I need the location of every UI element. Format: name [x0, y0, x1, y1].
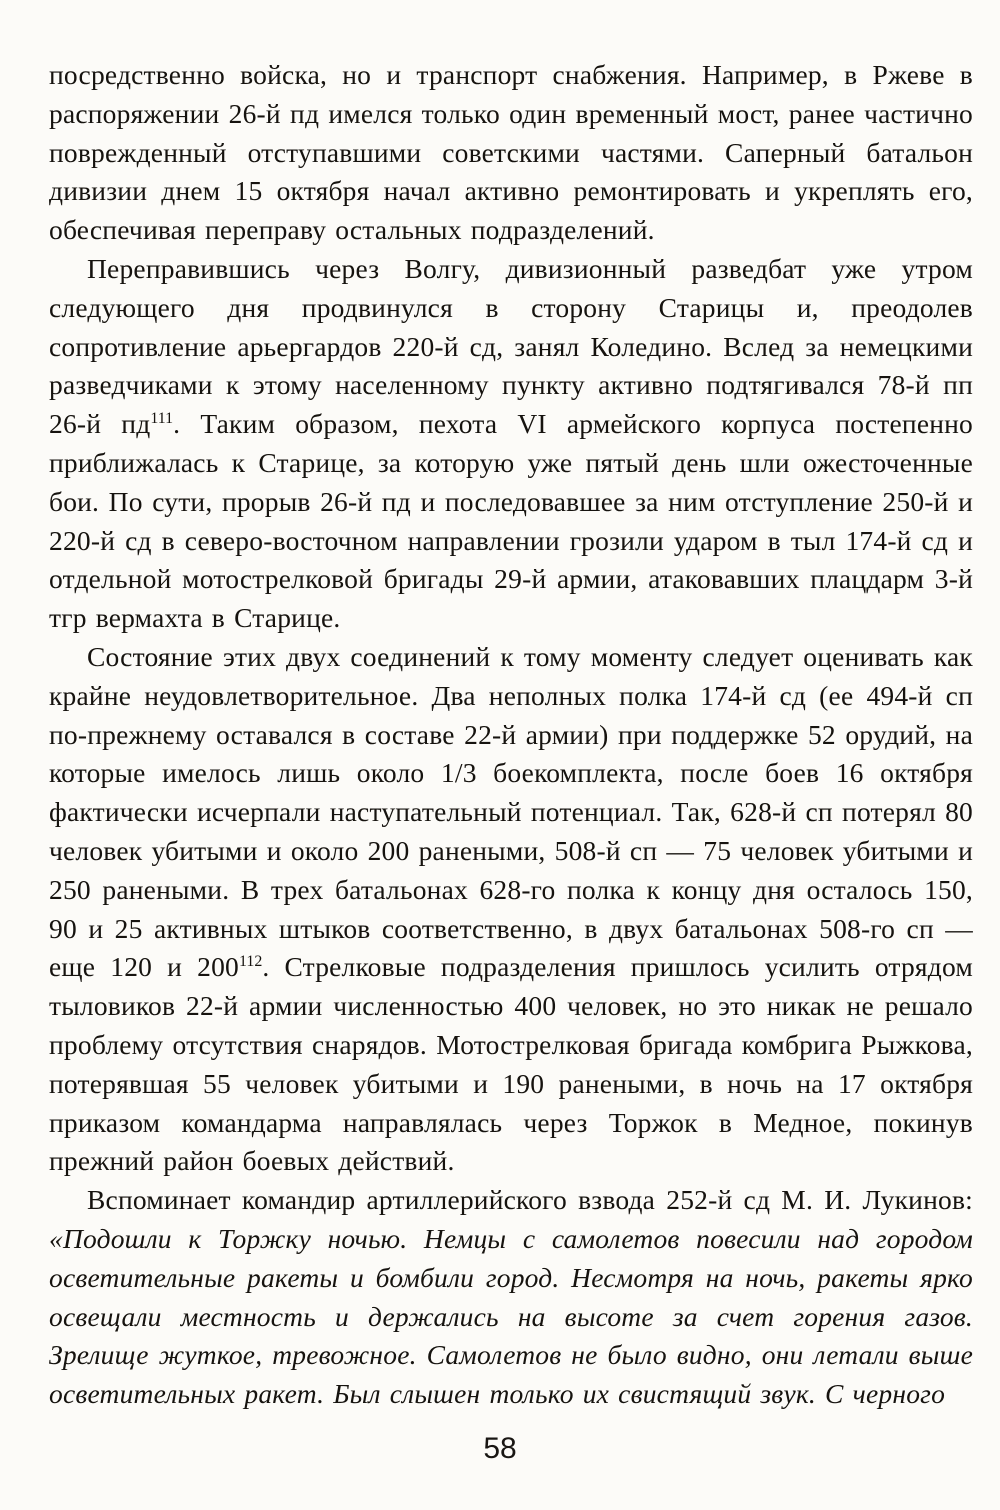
footnote-marker: 112 — [239, 953, 263, 971]
text-block — [49, 56, 973, 1414]
paragraph — [49, 638, 973, 1181]
body-text: . Стрелковые подразделения пришлось усилить отрядом тыловиков 22-й армии численностью 400 человек, но это никак не решало проблему отсутствия снарядов. Мотострелковая бригада комбрига Рыжкова, потерявшая 55 человек убитыми и 190 ранеными, в ночь на 17 октября приказом командарма направлялась через Торжок в Медное, покинув прежний район боевых действий. — [49, 951, 973, 1177]
body-text: Переправившись через Волгу, дивизионный разведбат уже утром следующего дня продвинулся в сторону Старицы и, преодолев сопротивление арьергардов 220-й сд, занял Коледино. Вслед за немецкими разведчиками к этому населенному пункту активно подтягивался 78-й пп 26-й пд — [49, 252, 973, 440]
paragraph — [49, 250, 973, 638]
page-number: 58 — [483, 1432, 517, 1465]
body-text: Состояние этих двух соединений к тому моменту следует оценивать как крайне неудовлетворительное. Два неполных полка 174-й сд (ее 494-й сп по-прежнему оставался в составе 22-й армии) при поддержке 52 орудий, на которые имелось лишь около 1/3 боекомплекта, после боев 16 октября фактически исчерпали наступательный потенциал. Так, 628-й сп потерял 80 человек убитыми и около 200 ранеными, 508-й сп — 75 человек убитыми и 250 ранеными. В трех батальонах 628-го полка к концу дня осталось 150, 90 и 25 активных штыков соответственно, в двух батальонах 508-го сп — еще 120 и 200 — [49, 640, 973, 983]
footnote-marker: 111 — [150, 410, 174, 428]
body-text: Вспоминает командир артиллерийского взвода 252-й сд М. И. Лукинов: — [87, 1184, 973, 1216]
body-text: . Таким образом, пехота VI армейского корпуса постепенно приближалась к Старице, за которую уже пятый день шли ожесточенные бои. По сути, прорыв 26-й пд и последовавшее за ним отступление 250-й и 220-й сд в северо-восточном направлении грозили ударом в тыл 174-й сд и отдельной мотострелковой бригады 29-й армии, атаковавших плацдарм 3-й тгр вермахта в Старице. — [49, 408, 974, 634]
body-text: посредственно войска, но и транспорт снабжения. Например, в Ржеве в распоряжении 26-й пд имелся только один временный мост, ранее частично поврежденный отступавшими советскими частями. Саперный батальон дивизии днем 15 октября начал активно ремонтировать и укреплять его, обеспечивая переправу остальных подразделений. — [49, 59, 973, 246]
paragraph — [49, 56, 973, 250]
quote-text: «Подошли к Торжку ночью. Немцы с самолетов повесили над городом осветительные ракеты и бомбили город. Несмотря на ночь, ракеты ярко освещали местность и держались на высоте за счет горения газов. Зрелище жуткое, тревожное. Самолетов не было видно, они летали выше осветительных ракет. Был слышен только их свистящий звук. С черного — [49, 1222, 973, 1410]
paragraph — [49, 1181, 973, 1414]
